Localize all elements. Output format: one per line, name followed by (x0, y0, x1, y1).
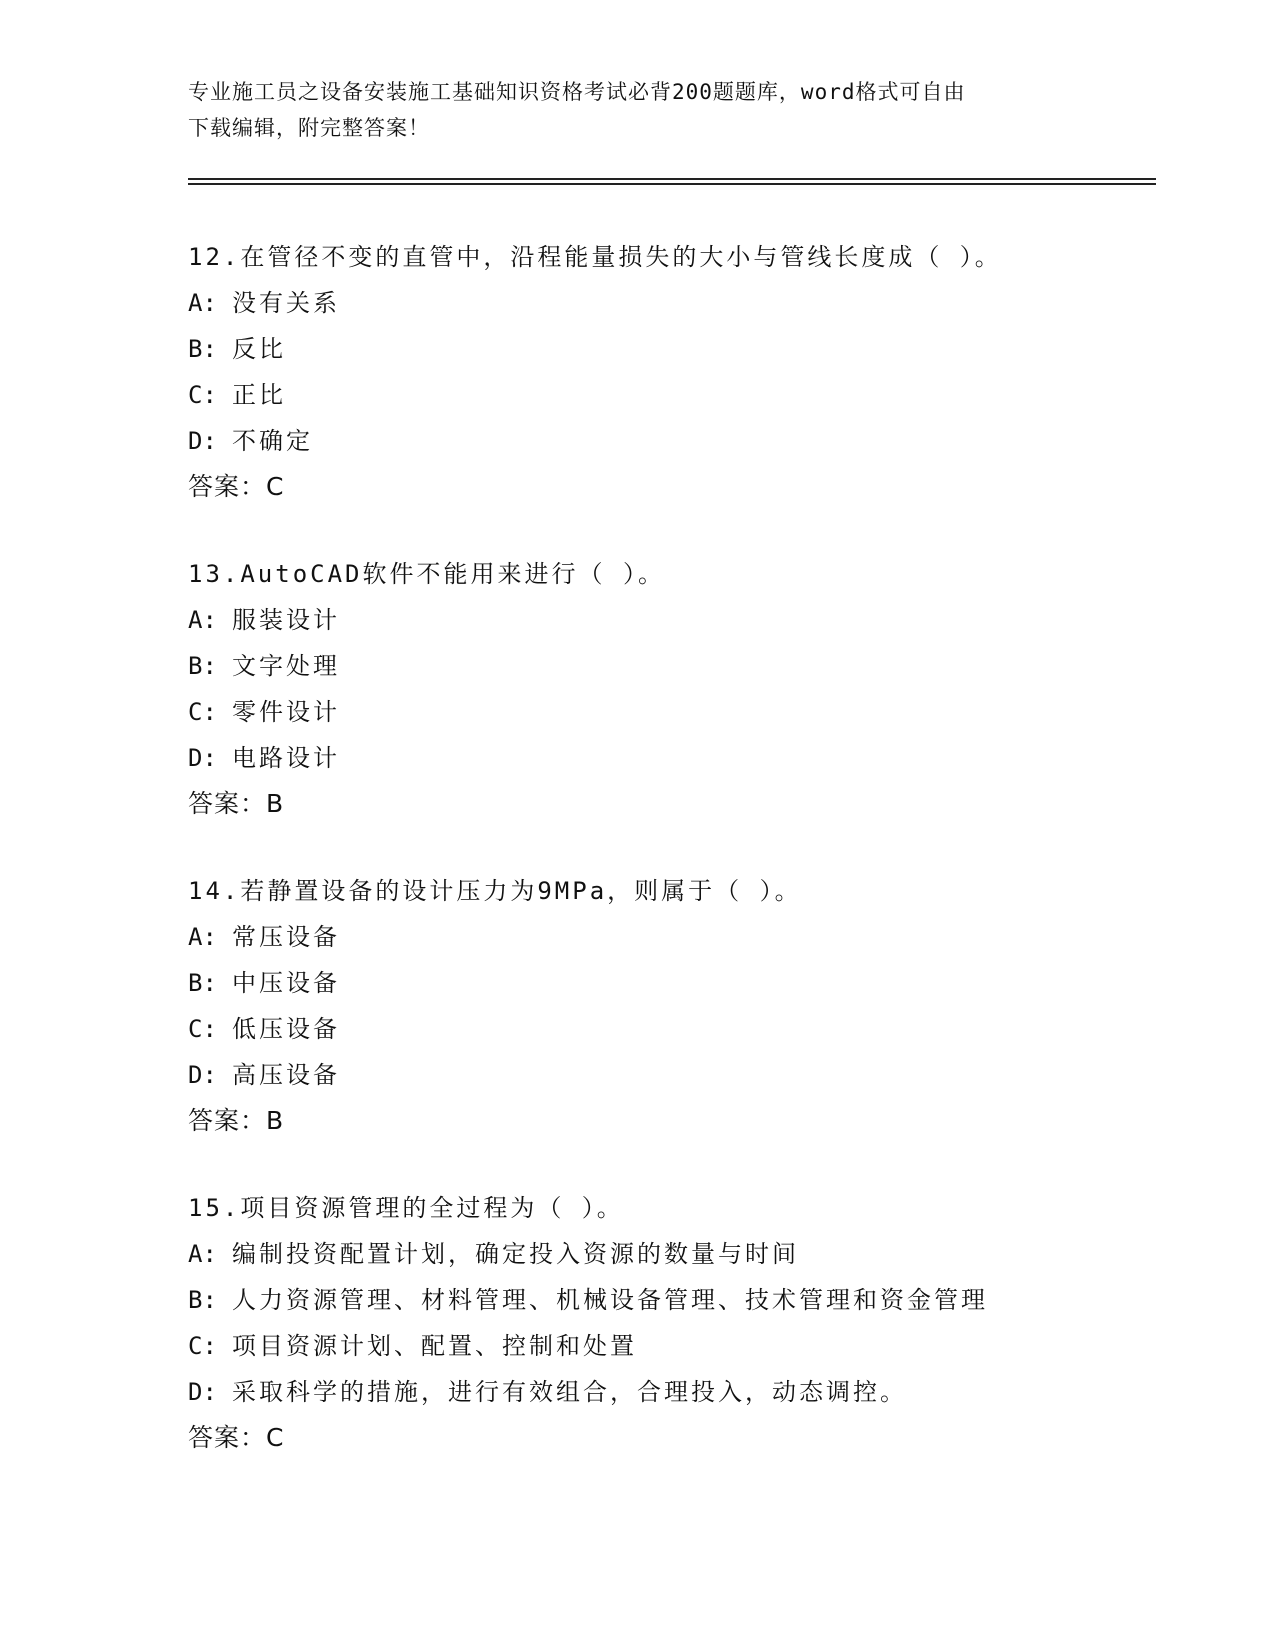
question-15 (188, 1185, 1148, 1461)
option-d (188, 1052, 1148, 1098)
option-text: 反比 (232, 335, 286, 363)
header-line-1: 专业施工员之设备安装施工基础知识资格考试必背200题题库，word格式可自由 (188, 80, 966, 104)
question-12 (188, 234, 1148, 510)
question-14 (188, 868, 1148, 1144)
option-c (188, 689, 1148, 735)
option-a (188, 597, 1148, 643)
option-text: 文字处理 (232, 652, 340, 680)
option-b (188, 643, 1148, 689)
option-a (188, 1231, 1148, 1277)
option-text: 不确定 (232, 427, 313, 455)
option-key: C: (188, 698, 217, 726)
option-b (188, 326, 1148, 372)
option-text: 中压设备 (232, 969, 340, 997)
option-text: 项目资源计划、配置、控制和处置 (232, 1332, 637, 1360)
option-d (188, 735, 1148, 781)
option-key: A: (188, 923, 217, 951)
question-stem: 14.若静置设备的设计压力为9MPa，则属于（ ）。 (188, 877, 802, 905)
option-key: A: (188, 289, 217, 317)
option-key: C: (188, 381, 217, 409)
option-text: 零件设计 (232, 698, 340, 726)
question-stem: 15.项目资源管理的全过程为（ ）。 (188, 1194, 624, 1222)
document-header (188, 74, 1088, 146)
option-key: D: (188, 744, 217, 772)
option-text: 高压设备 (232, 1061, 340, 1089)
option-key: D: (188, 427, 217, 455)
option-d (188, 418, 1148, 464)
header-line-2: 下载编辑，附完整答案！ (188, 116, 430, 140)
option-b (188, 960, 1148, 1006)
question-stem: 13.AutoCAD软件不能用来进行（ ）。 (188, 560, 665, 588)
option-text: 人力资源管理、材料管理、机械设备管理、技术管理和资金管理 (232, 1286, 988, 1314)
option-key: D: (188, 1378, 217, 1406)
option-b (188, 1277, 1148, 1323)
option-c (188, 372, 1148, 418)
header-divider-top (188, 178, 1156, 180)
question-13 (188, 551, 1148, 827)
option-key: C: (188, 1015, 217, 1043)
option-a (188, 280, 1148, 326)
option-key: D: (188, 1061, 217, 1089)
option-key: C: (188, 1332, 217, 1360)
option-text: 采取科学的措施，进行有效组合，合理投入，动态调控。 (232, 1378, 907, 1406)
header-divider-bottom (188, 183, 1156, 185)
option-key: B: (188, 1286, 217, 1314)
answer: 答案：C (188, 472, 285, 501)
option-text: 电路设计 (232, 744, 340, 772)
question-stem: 12.在管径不变的直管中，沿程能量损失的大小与管线长度成（ ）。 (188, 243, 1002, 271)
option-key: B: (188, 652, 217, 680)
option-text: 正比 (232, 381, 286, 409)
option-text: 常压设备 (232, 923, 340, 951)
option-key: B: (188, 969, 217, 997)
option-key: A: (188, 1240, 217, 1268)
option-text: 编制投资配置计划，确定投入资源的数量与时间 (232, 1240, 799, 1268)
option-text: 服装设计 (232, 606, 340, 634)
answer: 答案：B (188, 1106, 285, 1135)
option-d (188, 1369, 1148, 1415)
answer: 答案：C (188, 1423, 285, 1452)
answer: 答案：B (188, 789, 285, 818)
option-c (188, 1323, 1148, 1369)
option-text: 低压设备 (232, 1015, 340, 1043)
option-key: A: (188, 606, 217, 634)
option-key: B: (188, 335, 217, 363)
option-c (188, 1006, 1148, 1052)
option-a (188, 914, 1148, 960)
option-text: 没有关系 (232, 289, 340, 317)
